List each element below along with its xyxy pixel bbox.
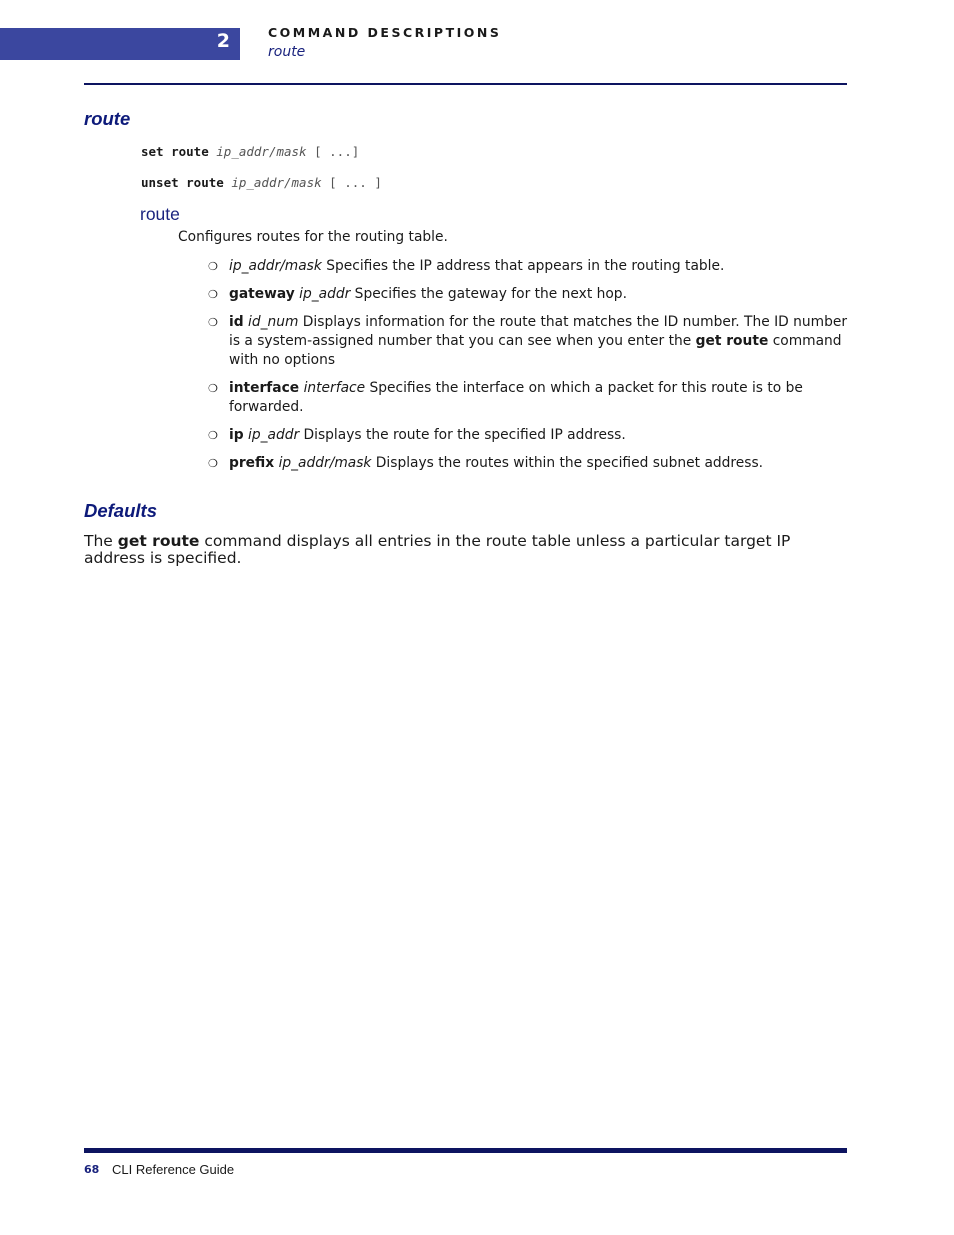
- item-keyword: id: [229, 314, 244, 330]
- circle-bullet-icon: ❍: [208, 382, 218, 395]
- item-arg: ip_addr: [299, 286, 351, 302]
- keyword-heading: route: [140, 204, 180, 224]
- list-item: [208, 285, 848, 304]
- section-heading-route: route: [84, 108, 131, 129]
- defaults-bold: get route: [117, 532, 200, 550]
- list-item: [208, 379, 848, 417]
- item-text: Specifies the interface on which a packet for this route is to be forwarded.: [229, 380, 803, 415]
- circle-bullet-icon: ❍: [208, 457, 218, 470]
- item-keyword: interface: [229, 380, 300, 396]
- chapter-number: 2: [216, 30, 230, 52]
- syntax-param: ip_addr/mask: [216, 144, 307, 159]
- item-tail: command with no options: [229, 333, 842, 368]
- item-arg: ip_addr/mask: [229, 258, 322, 274]
- item-text: Displays information for the route that matches the ID number. The ID number is a system-assigned number that you can see when you enter the: [229, 314, 848, 349]
- list-item: [208, 313, 848, 370]
- chapter-tab: [0, 28, 240, 60]
- header-rule: [84, 83, 847, 85]
- defaults-pre: The: [84, 532, 118, 550]
- circle-bullet-icon: ❍: [208, 260, 218, 273]
- item-arg: interface: [303, 380, 366, 396]
- running-header-topic: route: [268, 44, 306, 60]
- item-arg: ip_addr: [248, 427, 300, 443]
- section-heading-defaults: Defaults: [84, 500, 157, 521]
- item-keyword: prefix: [229, 455, 275, 471]
- item-keyword: ip: [229, 427, 244, 443]
- item-text: Specifies the IP address that appears in the routing table.: [321, 258, 725, 274]
- item-arg: id_num: [248, 314, 299, 330]
- circle-bullet-icon: ❍: [208, 288, 218, 301]
- list-item: [208, 454, 848, 473]
- keyword-list: [208, 257, 848, 482]
- item-text: Specifies the gateway for the next hop.: [350, 286, 627, 302]
- footer-rule: [84, 1148, 847, 1153]
- footer-doc-title: CLI Reference Guide: [112, 1162, 235, 1177]
- list-item: [208, 426, 848, 445]
- running-header-section: COMMAND DESCRIPTIONS: [268, 25, 502, 40]
- syntax-command: unset route: [141, 175, 224, 190]
- item-arg: ip_addr/mask: [278, 455, 372, 471]
- defaults-paragraph: [84, 533, 824, 567]
- item-text: Displays the route for the specified IP address.: [299, 427, 626, 443]
- syntax-param: ip_addr/mask: [231, 175, 322, 190]
- item-text: Displays the routes within the specified subnet address.: [371, 455, 764, 471]
- keyword-description: Configures routes for the routing table.: [178, 229, 448, 245]
- item-bold-tail: get route: [695, 333, 769, 349]
- circle-bullet-icon: ❍: [208, 316, 218, 329]
- list-item: [208, 257, 848, 276]
- item-keyword: gateway: [229, 286, 295, 302]
- page-number: 68: [84, 1163, 100, 1176]
- syntax-rest: [ ... ]: [329, 175, 382, 190]
- syntax-line-unset: [141, 175, 382, 190]
- circle-bullet-icon: ❍: [208, 429, 218, 442]
- defaults-post: command displays all entries in the route table unless a particular target IP address is specified.: [84, 532, 791, 567]
- syntax-command: set route: [141, 144, 209, 159]
- syntax-line-set: [141, 144, 359, 159]
- syntax-rest: [ ...]: [314, 144, 360, 159]
